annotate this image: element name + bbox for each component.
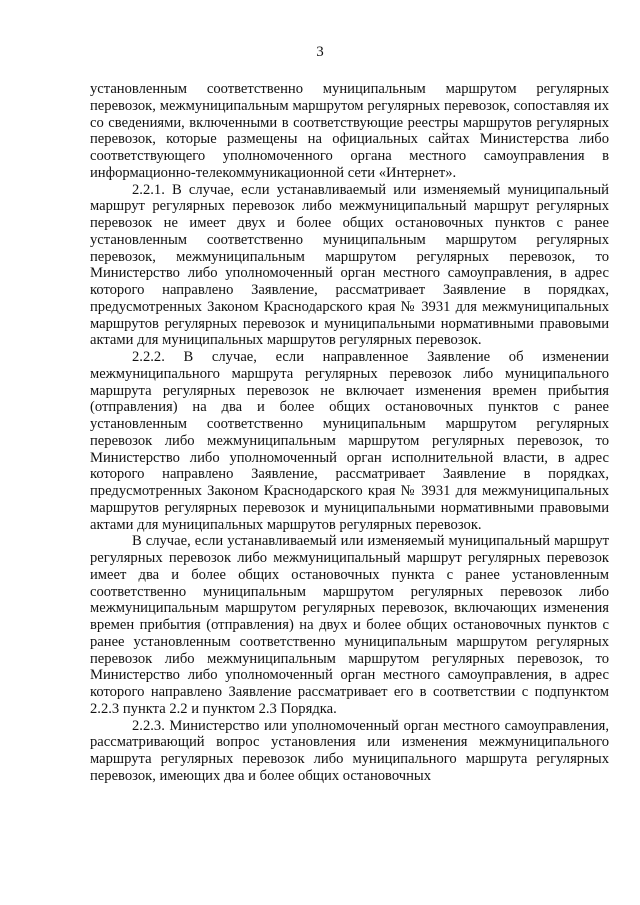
paragraph-2-2-3: 2.2.3. Министерство или уполномоченный орган местного самоуправления, рассматривающий вопрос установления или изменения межмуниципального маршрута регулярных перевозок либо муниципального маршрута регулярных перевозок, имеющих два и более общих остановочных	[90, 717, 609, 784]
paragraph-2-2-1: 2.2.1. В случае, если устанавливаемый или изменяемый муниципальный маршрут регулярных перевозок либо межмуниципальный маршрут регулярных перевозок не имеет двух и более общих остановочных пунктов с ранее установленным соответственно муниципальным маршрутом регулярных перевозок, межмуниципальным маршрутом регулярных перевозок, то Министерство либо уполномоченный орган местного самоуправления, в адрес которого направлено Заявление, рассматривает Заявление в порядках, предусмотренных Законом Краснодарского края № 3931 для межмуниципальных маршрутов регулярных перевозок и муниципальными нормативными правовыми актами для муниципальных маршрутов регулярных перевозок.	[90, 181, 609, 349]
page-number: 3	[316, 44, 324, 60]
paragraph-common-stops: В случае, если устанавливаемый или изменяемый муниципальный маршрут регулярных перевозок либо межмуниципальный маршрут регулярных перевозок имеет два и более общих остановочных пункта с ранее установленным соответственно муниципальным маршрутом регулярных перевозок либо межмуниципальным маршрутом регулярных перевозок, включающих изменения времен прибытия (отправления) на двух и более общих остановочных пунктов с ранее установленным соответственно муниципальным маршрутом регулярных перевозок либо межмуниципальным маршрутом регулярных перевозок, то Министерство либо уполномоченный орган местного самоуправления, в адрес которого направлено Заявление рассматривает его в соответствии с подпунктом 2.2.3 пункта 2.2 и пунктом 2.3 Порядка.	[90, 533, 609, 717]
paragraph-continuation: установленным соответственно муниципальным маршрутом регулярных перевозок, межмуниципальным маршрутом регулярных перевозок, сопоставляя их со сведениями, включенными в соответствующие реестры маршрутов регулярных перевозок, которые размещены на официальных сайтах Министерства либо соответствующего уполномоченного органа местного самоуправления в информационно-телекоммуникационной сети «Интернет».	[90, 81, 609, 181]
paragraph-2-2-2: 2.2.2. В случае, если направленное Заявление об изменении межмуниципального маршрута регулярных перевозок либо муниципального маршрута регулярных перевозок не включает изменения времен прибытия (отправления) на два и более общих остановочных пунктов с ранее установленным соответственно муниципальным маршрутом регулярных перевозок либо межмуниципальным маршрутом регулярных перевозок, то Министерство либо уполномоченный орган исполнительной власти, в адрес которого направлено Заявление, рассматривает Заявление в порядках, предусмотренных Законом Краснодарского края № 3931 для межмуниципальных маршрутов регулярных перевозок и муниципальными нормативными правовыми актами для муниципальных маршрутов регулярных перевозок.	[90, 349, 609, 533]
document-body	[90, 81, 609, 785]
